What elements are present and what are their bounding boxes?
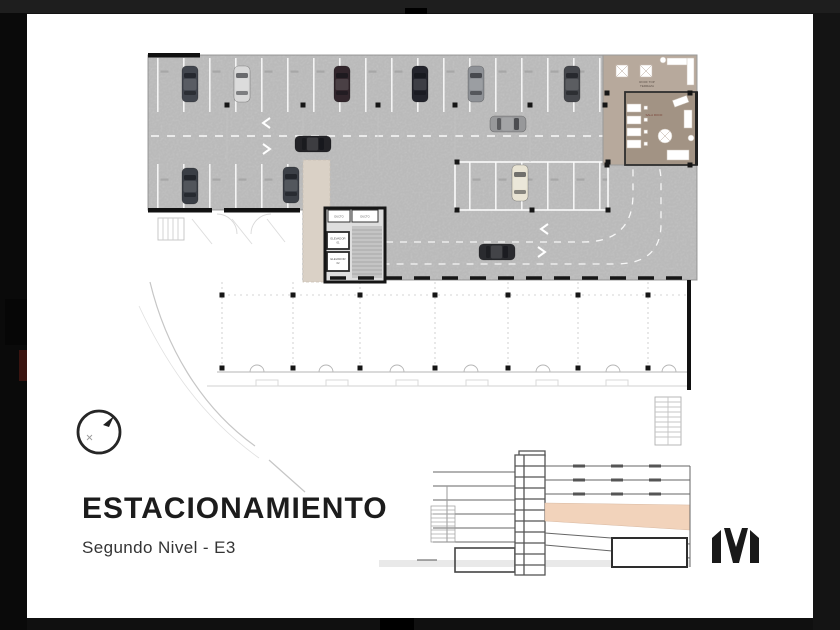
car — [295, 136, 331, 152]
frame-right-band — [813, 13, 840, 630]
building-section-diagram — [379, 451, 690, 575]
section-left-floors — [417, 472, 515, 572]
car — [283, 167, 299, 203]
svg-text:ROOF TOP: ROOF TOP — [639, 80, 655, 84]
car — [468, 66, 484, 102]
section-right-floors — [545, 465, 690, 568]
frame-left-dark-block — [5, 299, 27, 345]
highlighted-level — [545, 503, 690, 530]
north-compass-icon — [78, 411, 120, 453]
title-block — [82, 492, 388, 558]
section-core-shaft — [515, 451, 545, 575]
brand-logo-m — [712, 528, 759, 563]
car — [490, 116, 526, 132]
plan-sheet — [27, 14, 813, 618]
svg-text:DUCTO: DUCTO — [334, 215, 344, 219]
svg-text:DUCTO: DUCTO — [360, 215, 370, 219]
svg-text:ELEVADOR: ELEVADOR — [330, 257, 346, 261]
car — [234, 66, 250, 102]
svg-text:SALA ROOF: SALA ROOF — [645, 113, 663, 117]
rooftop-terrace — [603, 55, 698, 165]
page-title: ESTACIONAMIENTO — [82, 492, 388, 525]
car — [479, 244, 515, 260]
svg-text:02: 02 — [336, 261, 340, 265]
left-stair-hatch — [158, 218, 184, 240]
section-stair-hatch — [431, 506, 455, 542]
car — [182, 66, 198, 102]
car — [564, 66, 580, 102]
svg-text:ELEVADOR: ELEVADOR — [330, 236, 346, 241]
svg-text:01: 01 — [336, 240, 340, 245]
vertical-core — [325, 208, 385, 282]
page-subtitle: Segundo Nivel - E3 — [82, 538, 236, 557]
frame-bottom-strip — [27, 618, 840, 630]
frame-left-red-sliver — [19, 350, 27, 381]
car — [412, 66, 428, 102]
lower-stair-hatch — [655, 397, 681, 445]
car — [182, 168, 198, 204]
stair-hatch — [352, 226, 382, 278]
car — [334, 66, 350, 102]
car — [512, 165, 528, 201]
frame-bottom-dark-block — [380, 618, 414, 630]
svg-text:TERRAZA: TERRAZA — [639, 83, 655, 88]
